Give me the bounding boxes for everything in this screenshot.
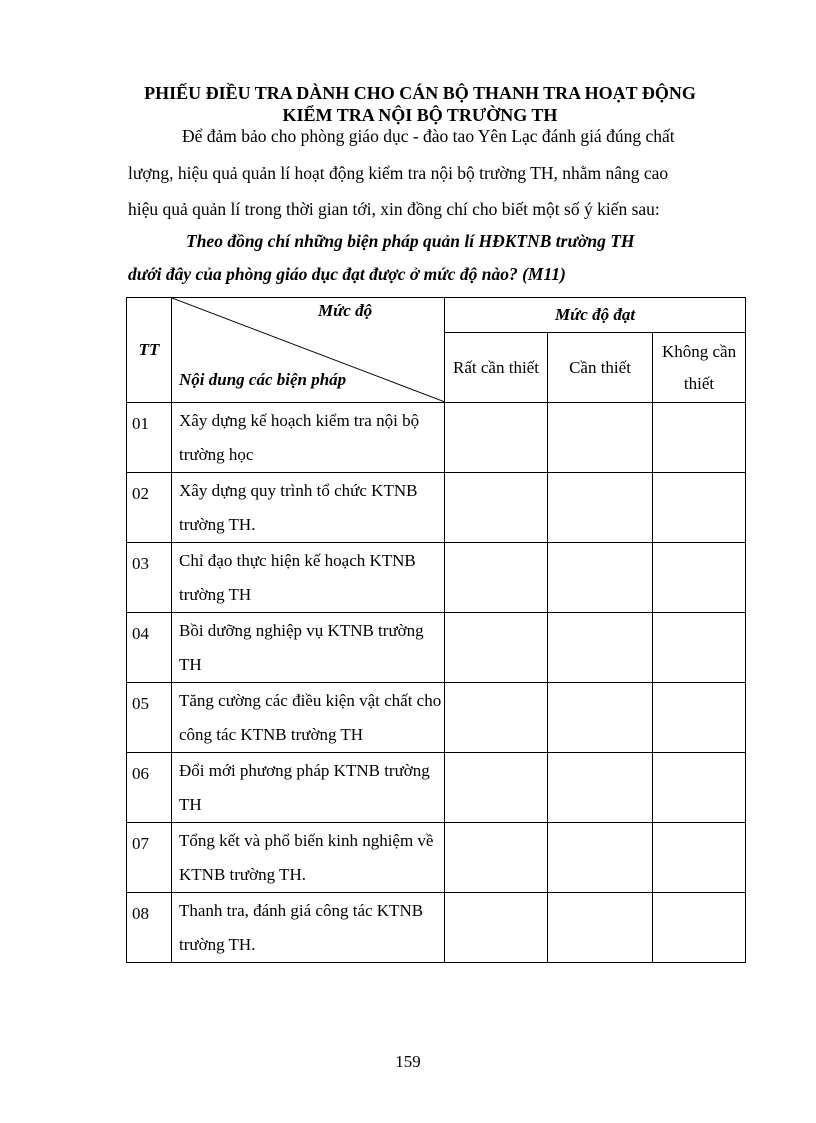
answer-cell[interactable] (653, 893, 746, 963)
header-very-necessary: Rất cần thiết (445, 333, 548, 403)
answer-cell[interactable] (548, 683, 653, 753)
answer-cell[interactable] (445, 543, 548, 613)
header-level-group: Mức độ đạt (445, 298, 746, 333)
row-content: Chỉ đạo thực hiện kế hoạch KTNB trường TH (172, 543, 445, 613)
table-row (127, 543, 746, 613)
row-content: Tổng kết và phổ biến kinh nghiệm về KTNB trường TH. (172, 823, 445, 893)
table-row (127, 473, 746, 543)
document-title-line-1: PHIẾU ĐIỀU TRA DÀNH CHO CÁN BỘ THANH TRA HOẠT ĐỘNG (144, 83, 696, 103)
answer-cell[interactable] (653, 473, 746, 543)
row-content: Thanh tra, đánh giá công tác KTNB trường TH. (172, 893, 445, 963)
table-row (127, 753, 746, 823)
answer-cell[interactable] (653, 543, 746, 613)
row-number: 03 (127, 543, 172, 613)
answer-cell[interactable] (548, 403, 653, 473)
table-row (127, 893, 746, 963)
header-not-necessary: Không cần thiết (653, 333, 746, 403)
header-tt: TT (127, 298, 172, 403)
header-diagonal-cell (172, 298, 445, 403)
answer-cell[interactable] (445, 473, 548, 543)
table-row (127, 823, 746, 893)
answer-cell[interactable] (548, 893, 653, 963)
answer-cell[interactable] (445, 613, 548, 683)
row-number: 05 (127, 683, 172, 753)
question-line-2: dưới đây của phòng giáo dục đạt được ở mức độ nào? (M11) (128, 264, 566, 284)
row-content: Đổi mới phương pháp KTNB trường TH (172, 753, 445, 823)
row-content: Xây dựng kế hoạch kiểm tra nội bộ trường học (172, 403, 445, 473)
answer-cell[interactable] (548, 613, 653, 683)
row-content: Xây dựng quy trình tổ chức KTNB trường TH. (172, 473, 445, 543)
row-number: 08 (127, 893, 172, 963)
header-content-label: Nội dung các biện pháp (179, 370, 347, 389)
table-row (127, 613, 746, 683)
answer-cell[interactable] (548, 473, 653, 543)
row-number: 06 (127, 753, 172, 823)
document-title-line-2: KIỂM TRA NỘI BỘ TRƯỜNG TH (282, 105, 558, 125)
survey-table (126, 297, 746, 963)
answer-cell[interactable] (653, 823, 746, 893)
answer-cell[interactable] (445, 403, 548, 473)
intro-line-2: lượng, hiệu quả quản lí hoạt động kiểm tra nội bộ trường TH, nhằm nâng cao (128, 163, 669, 183)
row-number: 02 (127, 473, 172, 543)
answer-cell[interactable] (445, 753, 548, 823)
table-row (127, 403, 746, 473)
answer-cell[interactable] (653, 753, 746, 823)
question-line-1: Theo đồng chí những biện pháp quản lí HĐKTNB trường TH (186, 231, 635, 251)
table-row (127, 683, 746, 753)
answer-cell[interactable] (445, 823, 548, 893)
answer-cell[interactable] (653, 403, 746, 473)
row-content: Tăng cường các điều kiện vật chất cho công tác KTNB trường TH (172, 683, 445, 753)
row-content: Bồi dưỡng nghiệp vụ KTNB trường TH (172, 613, 445, 683)
header-necessary: Cần thiết (548, 333, 653, 403)
intro-line-3: hiệu quả quản lí trong thời gian tới, xin đồng chí cho biết một số ý kiến sau: (128, 199, 660, 219)
answer-cell[interactable] (548, 823, 653, 893)
page-number: 159 (395, 1052, 421, 1071)
intro-line-1: Để đảm bảo cho phòng giáo dục - đào tao Yên Lạc đánh giá đúng chất (182, 126, 675, 146)
answer-cell[interactable] (653, 683, 746, 753)
answer-cell[interactable] (548, 543, 653, 613)
row-number: 04 (127, 613, 172, 683)
answer-cell[interactable] (653, 613, 746, 683)
answer-cell[interactable] (445, 893, 548, 963)
row-number: 07 (127, 823, 172, 893)
answer-cell[interactable] (445, 683, 548, 753)
row-number: 01 (127, 403, 172, 473)
answer-cell[interactable] (548, 753, 653, 823)
header-level-label: Mức độ (318, 301, 373, 320)
